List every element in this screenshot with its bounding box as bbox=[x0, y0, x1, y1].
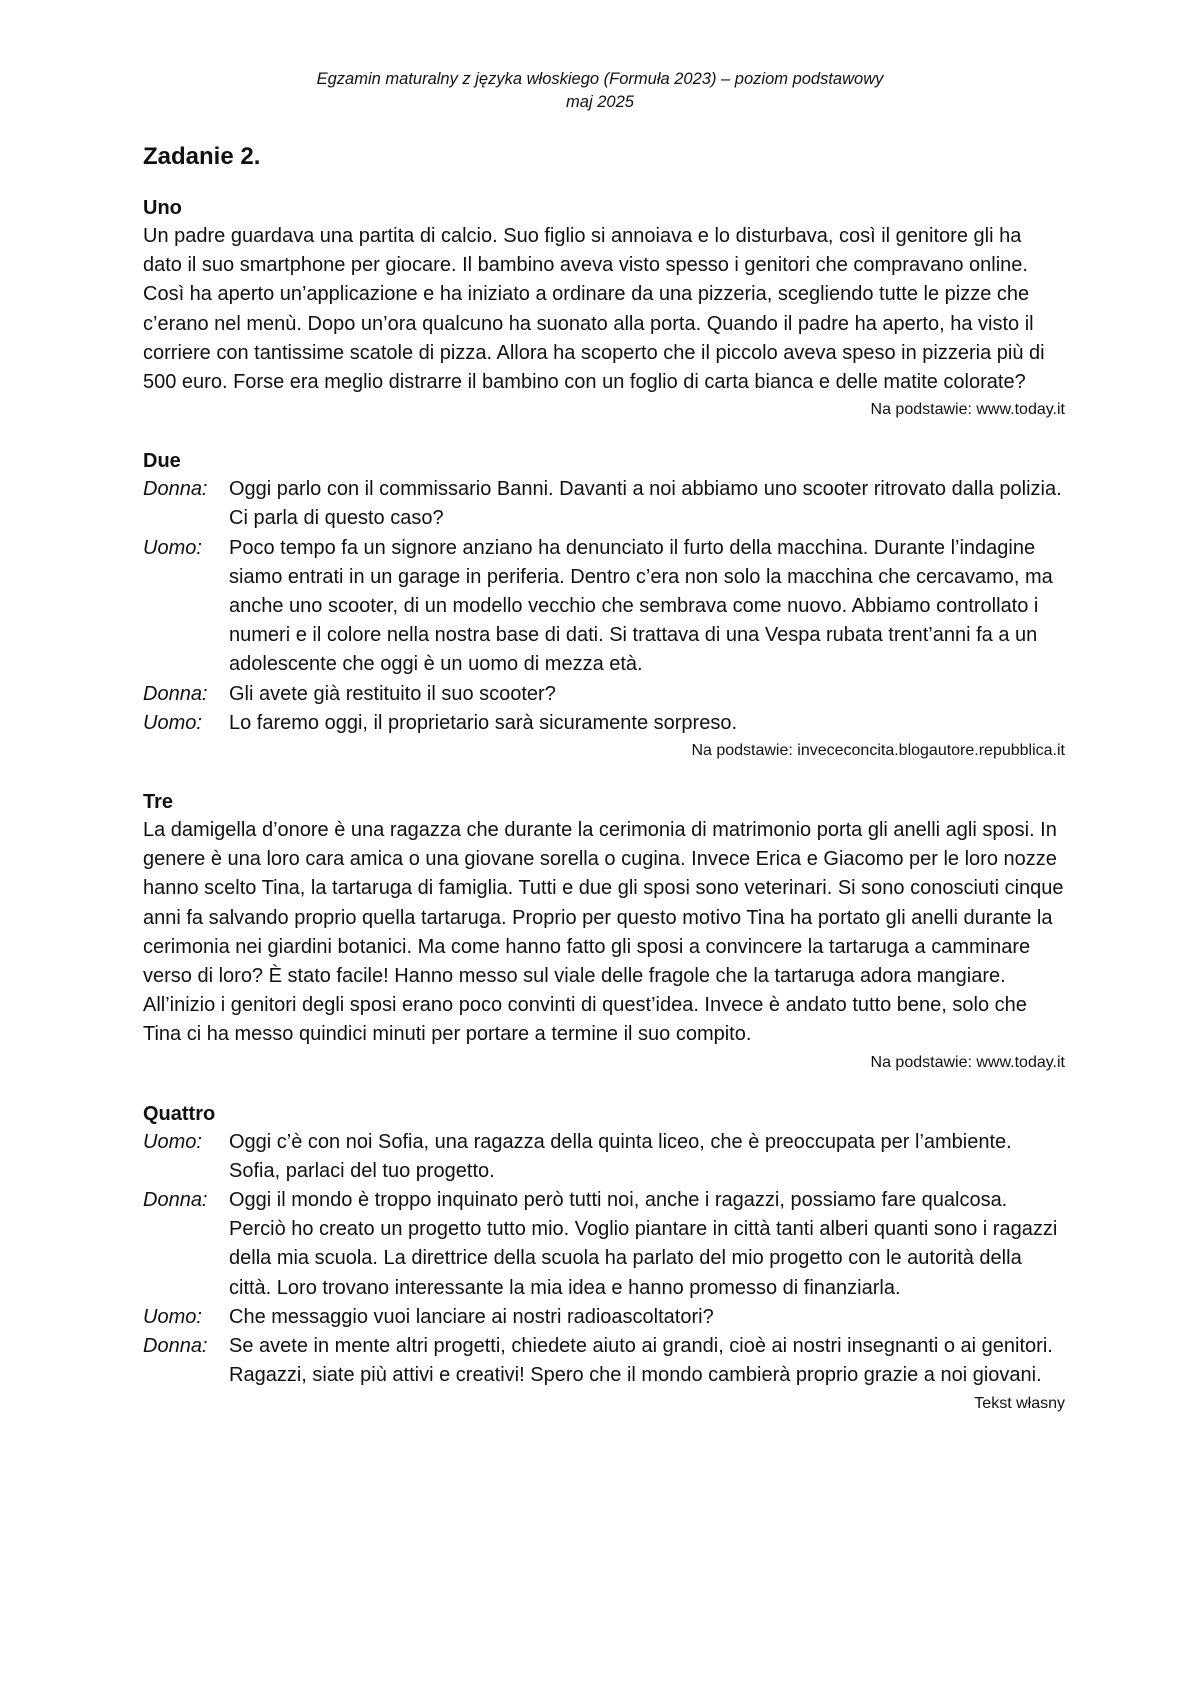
speech-text: Oggi il mondo è troppo inquinato però tutti noi, anche i ragazzi, possiamo fare qualcosa. Perciò ho creato un progetto tutto mio. Voglio piantare in città tanti alberi quanti sono i ragazzi della mia scuola. La direttrice della scuola ha parlato del mio progetto con le autorità della città. Loro trovano interessante la mia idea e hanno promesso di finanziarla. bbox=[229, 1189, 1058, 1299]
speaker-label: Donna: bbox=[143, 682, 208, 705]
section-title-due: Due bbox=[143, 450, 181, 473]
source-due: Na podstawie: invececoncita.blogautore.repubblica.it bbox=[691, 742, 1065, 760]
section-title-quattro: Quattro bbox=[143, 1102, 216, 1125]
source-quattro: Tekst własny bbox=[974, 1394, 1065, 1412]
speaker-label: Uomo: bbox=[143, 711, 202, 734]
speech-text: Gli avete già restituito il suo scooter? bbox=[229, 682, 556, 705]
speech-text: Oggi c’è con noi Sofia, una ragazza della quinta liceo, che è preoccupata per l’ambiente. Sofia, parlaci del tuo progetto. bbox=[229, 1130, 1012, 1182]
dialog-line bbox=[143, 475, 1065, 533]
dialog-line bbox=[143, 1303, 1065, 1332]
source-uno: Na podstawie: www.today.it bbox=[870, 401, 1065, 419]
speech-text: Oggi parlo con il commissario Banni. Davanti a noi abbiamo uno scooter ritrovato dalla polizia. Ci parla di questo caso? bbox=[229, 478, 1062, 530]
task-title: Zadanie 2. bbox=[143, 143, 261, 170]
dialog-line bbox=[143, 709, 1065, 738]
dialog-line bbox=[143, 680, 1065, 709]
speech-text: Poco tempo fa un signore anziano ha denunciato il furto della macchina. Durante l’indagine siamo entrati in un garage in periferia. Dentro c’era non solo la macchina che cercavamo, ma anche uno scooter, di un modello vecchio che sembrava come nuovo. Abbiamo controllato i numeri e il colore nella nostra base di dati. Si trattava di una Vespa rubata trent’anni fa a un adolescente che oggi è un uomo di mezza età. bbox=[229, 536, 1053, 676]
speaker-label: Donna: bbox=[143, 1189, 208, 1212]
speaker-label: Donna: bbox=[143, 1335, 208, 1358]
speech-text: Lo faremo oggi, il proprietario sarà sicuramente sorpreso. bbox=[229, 711, 738, 734]
dialog-line bbox=[143, 1332, 1065, 1390]
page-header bbox=[0, 68, 1200, 114]
header-exam-title: Egzamin maturalny z języka włoskiego (Formuła 2023) – poziom podstawowy bbox=[316, 70, 884, 88]
speech-text: Se avete in mente altri progetti, chiedete aiuto ai grandi, cioè ai nostri insegnanti o ai genitori. Ragazzi, siate più attivi e creativi! Spero che il mondo cambierà proprio grazie a noi giovani. bbox=[229, 1335, 1053, 1387]
dialog-line bbox=[143, 534, 1065, 680]
speaker-label: Uomo: bbox=[143, 1305, 202, 1328]
section-tre bbox=[143, 788, 1065, 1074]
source-tre: Na podstawie: www.today.it bbox=[870, 1053, 1065, 1071]
dialog-line bbox=[143, 1186, 1065, 1303]
dialog-line bbox=[143, 1128, 1065, 1186]
document-body bbox=[143, 142, 1065, 1441]
section-text-tre: La damigella d’onore è una ragazza che durante la cerimonia di matrimonio porta gli anelli agli sposi. In genere è una loro cara amica o una giovane sorella o cugina. Invece Erica e Giacomo per le loro nozze hanno scelto Tina, la tartaruga di famiglia. Tutti e due gli sposi sono veterinari. Si sono conosciuti cinque anni fa salvando proprio quella tartaruga. Proprio per questo motivo Tina ha portato gli anelli durante la cerimonia nei giardini botanici. Ma come hanno fatto gli sposi a convincere la tartaruga a camminare verso di loro? È stato facile! Hanno messo sul viale delle fragole che la tartaruga adora mangiare. All’inizio i genitori degli sposi erano poco convinti di quest’idea. Invece è andato tutto bene, solo che Tina ci ha messo quindici minuti per portare a termine il suo compito. bbox=[143, 819, 1064, 1046]
speaker-label: Uomo: bbox=[143, 1130, 202, 1153]
section-title-tre: Tre bbox=[143, 791, 174, 814]
section-title-uno: Uno bbox=[143, 197, 182, 219]
speaker-label: Uomo: bbox=[143, 536, 202, 559]
section-due bbox=[143, 447, 1065, 762]
section-uno bbox=[143, 194, 1065, 421]
speaker-label: Donna: bbox=[143, 478, 208, 501]
speech-text: Che messaggio vuoi lanciare ai nostri radioascoltatori? bbox=[229, 1305, 714, 1328]
header-exam-date: maj 2025 bbox=[566, 93, 634, 111]
section-quattro bbox=[143, 1100, 1065, 1415]
section-text-uno: Un padre guardava una partita di calcio. Suo figlio si annoiava e lo disturbava, così il genitore gli ha dato il suo smartphone per giocare. Il bambino aveva visto spesso i genitori che compravano online. Così ha aperto un’applicazione e ha iniziato a ordinare da una pizzeria, scegliendo tutte le pizze che c’erano nel menù. Dopo un’ora qualcuno ha suonato alla porta. Quando il padre ha aperto, ha visto il corriere con tantissime scatole di pizza. Allora ha scoperto che il piccolo aveva speso in pizzeria più di 500 euro. Forse era meglio distrarre il bambino con un foglio di carta bianca e delle matite colorate? bbox=[143, 225, 1045, 394]
